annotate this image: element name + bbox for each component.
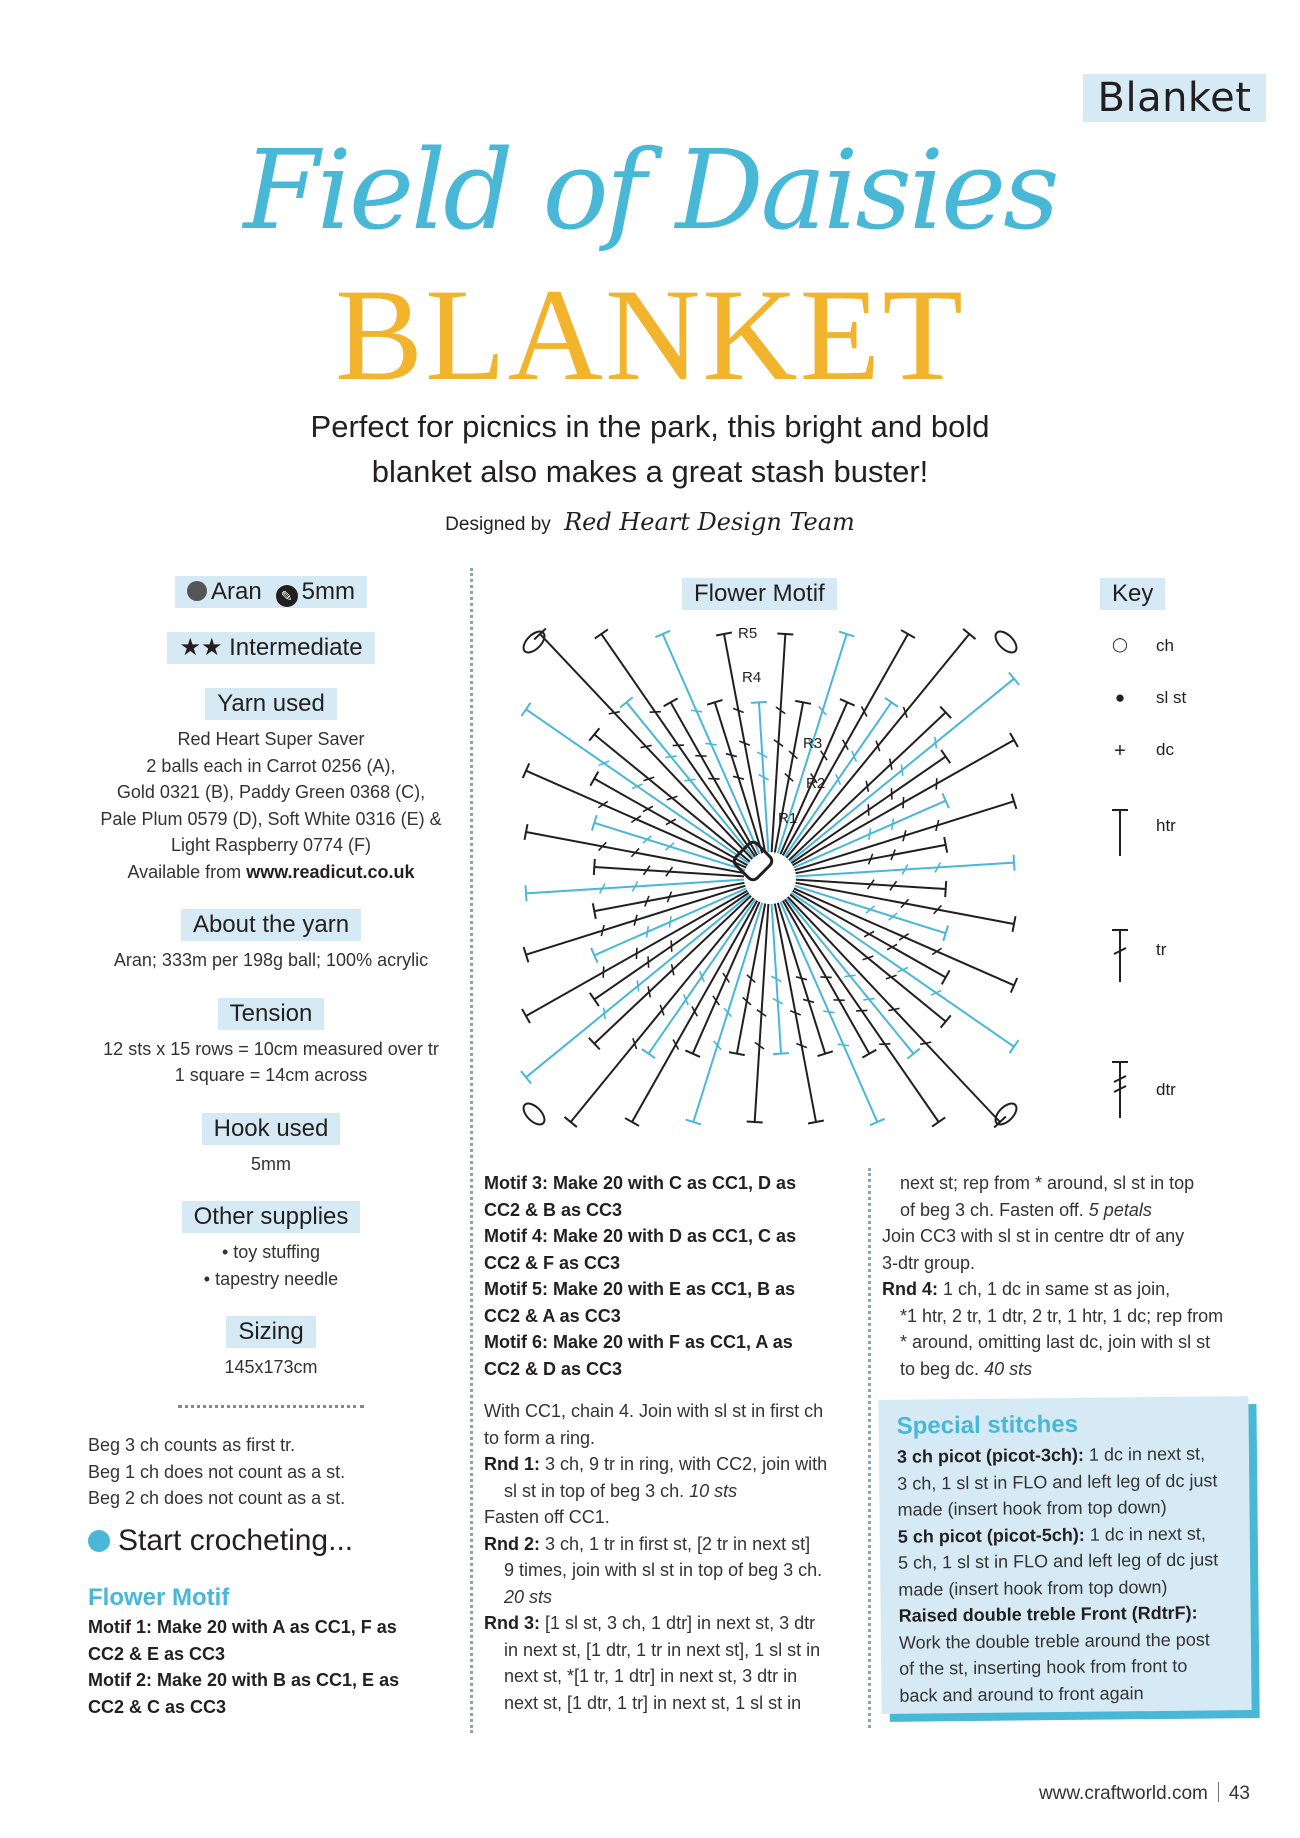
rnd2-label: Rnd 2: (484, 1533, 540, 1554)
rnd4-end (882, 1356, 1260, 1383)
chart-stitch-top (594, 859, 595, 875)
rnd3-end-text: of beg 3 ch. Fasten off. (900, 1199, 1084, 1220)
tension-heading: Tension (218, 998, 325, 1030)
chart-stitch-tick (665, 756, 676, 757)
yarn-line: Pale Plum 0579 (D), Soft White 0316 (E) & (100, 808, 442, 829)
chart-stitch-tick (888, 1008, 899, 1010)
title-script: Field of Daisies (243, 126, 1057, 254)
chart-corner-chain (992, 1100, 1020, 1128)
chart-stitch-tick (856, 1010, 867, 1011)
round-label-r4: R4 (742, 669, 762, 686)
chart-corner-chain (520, 1100, 548, 1128)
chart-stitch-tick (869, 829, 871, 840)
chart-stitch-top (590, 772, 598, 786)
subtitle (270, 404, 1030, 494)
chart-stitch-top (521, 1071, 531, 1083)
page-footer (1039, 1782, 1250, 1805)
rnd2-cont: 9 times, join with sl st in top of beg 3 ch. (504, 1560, 823, 1580)
chart-stitch-tick (671, 940, 672, 951)
left-divider (178, 1405, 364, 1408)
key-row-slst (1108, 688, 1208, 714)
page-number: 43 (1228, 1783, 1250, 1804)
join-line: 3-dtr group. (882, 1252, 976, 1273)
rnd2-count-line (484, 1584, 856, 1611)
rnd3-label: Rnd 3: (484, 1613, 540, 1633)
rnd2 (484, 1531, 856, 1558)
note-line: Beg 2 ch does not count as a st. (88, 1488, 346, 1508)
tension-section (82, 998, 460, 1089)
weight-hook-pill (175, 576, 367, 608)
picot3 (897, 1440, 1231, 1470)
motif-line: Motif 3: Make 20 with C as CC1, D as (484, 1173, 797, 1193)
yarn-used-section (82, 688, 460, 885)
motif-line: Motif 6: Make 20 with F as CC1, A as (484, 1332, 793, 1352)
rnd3-text: [1 sl st, 3 ch, 1 dtr] in next st, 3 dtr (540, 1613, 816, 1633)
start-heading (88, 1524, 353, 1558)
join-line: Join CC3 with sl st in centre dtr of any (882, 1226, 1185, 1246)
tension-line2: 1 square = 14cm across (174, 1065, 368, 1085)
picot3-label: 3 ch picot (picot-3ch): (896, 1444, 1085, 1467)
chart-stitch-top (522, 1009, 530, 1023)
motif-line: Motif 5: Make 20 with E as CC1, B as (484, 1279, 796, 1299)
motif-line: CC2 & A as CC3 (484, 1305, 621, 1326)
yarn-line: 2 balls each in Carrot 0256 (A), (146, 755, 396, 776)
chart-stitch-tick (868, 804, 869, 815)
section-tag: Blanket (1083, 74, 1266, 122)
note-line: Beg 3 ch counts as first tr. (88, 1435, 296, 1455)
key-row-dc (1108, 740, 1208, 774)
chart-stitch-tick (935, 737, 936, 748)
specs-weight-hook (82, 576, 460, 608)
chart-stitch-tick (648, 986, 650, 997)
footer-url[interactable]: www.craftworld.com (1038, 1783, 1208, 1804)
hook-used-section (82, 1113, 460, 1178)
chart-stitch-tick (890, 759, 892, 770)
chart-stitch-top (932, 1117, 945, 1126)
hook-icon: ✎ (276, 585, 298, 607)
chart-stitch-tick (879, 1044, 890, 1045)
column-divider-1 (470, 568, 473, 1733)
chart-stitch-top (642, 1049, 655, 1058)
chart-stitch-top (664, 698, 678, 706)
supply-item: • toy stuffing (221, 1242, 321, 1262)
chain-symbol-icon: ◯ (1112, 636, 1128, 652)
rnd4-text: 1 ch, 1 dc in same st as join, (938, 1279, 1171, 1299)
yarn-line: Gold 0321 (B), Paddy Green 0368 (C), (116, 782, 426, 802)
rnd1 (484, 1451, 856, 1478)
instructions-middle (484, 1170, 856, 1716)
left-column (82, 576, 460, 1408)
rnd3-count: 5 petals (1083, 1199, 1152, 1220)
yarn-used-body (82, 726, 460, 885)
key-label-htr: htr (1156, 816, 1176, 835)
hook-used-text: 5mm (251, 1153, 291, 1174)
chart-stitch-top (885, 698, 898, 707)
other-supplies-section (82, 1201, 460, 1292)
chart-stitch-top (1010, 733, 1018, 747)
motif-line: Motif 4: Make 20 with D as CC1, C as (484, 1226, 797, 1246)
picot5-text: 1 dc in next st, (1084, 1523, 1206, 1545)
picot3-cont: 3 ch, 1 sl st in FLO and left leg of dc just (897, 1469, 1218, 1494)
rnd3 (484, 1610, 856, 1637)
rnd4-cont: *1 htr, 2 tr, 1 dtr, 2 tr, 1 htr, 1 dc; rep from (900, 1305, 1224, 1326)
available-prefix: Available from (127, 861, 242, 882)
chart-stitch-tick (672, 964, 674, 975)
double-crochet-symbol-icon: + (1114, 740, 1126, 762)
chart-stitch-top (590, 993, 599, 1006)
chart-stitch-tick (705, 743, 716, 745)
rnd1-text: 3 ch, 9 tr in ring, with CC2, join with (540, 1454, 828, 1474)
round-label-r2: R2 (806, 775, 826, 792)
sizing-section (82, 1316, 460, 1381)
chart-stitch-tick (673, 745, 684, 746)
chart-stitch-tick (641, 745, 652, 747)
intro-line: With CC1, chain 4. Join with sl st in first ch (484, 1401, 824, 1421)
chart-stitch-top (941, 750, 950, 763)
hook-size-label: 5mm (301, 578, 356, 605)
chart-stitch-tick (604, 1008, 605, 1019)
treble-symbol-icon (1108, 928, 1132, 984)
rnd4 (882, 1276, 1260, 1303)
chart-stitch-tick (891, 788, 892, 799)
chart-stitch-top (1009, 672, 1019, 684)
chart-stitch-top (625, 1118, 639, 1126)
key-row-tr (1108, 928, 1208, 994)
double-treble-symbol-icon (1108, 1060, 1132, 1120)
rnd1-label: Rnd 1: (484, 1454, 540, 1474)
chart-stitch-top (595, 629, 608, 638)
column-divider-2 (868, 1168, 871, 1728)
round-label-r1: R1 (778, 810, 798, 827)
instructions-right (882, 1170, 1260, 1382)
chart-stitch-top (620, 697, 632, 707)
footer-separator (1218, 1782, 1219, 1802)
other-supplies-body (82, 1239, 460, 1292)
rnd4-label: Rnd 4: (882, 1279, 938, 1299)
key-label-ch: ch (1156, 636, 1174, 655)
about-yarn-section (82, 909, 460, 974)
sizing-heading: Sizing (226, 1316, 315, 1348)
chart-stitch-tick (866, 781, 868, 792)
yarn-ball-icon (88, 1530, 110, 1552)
rdtrf-cont: of the st, inserting hook from front to (899, 1655, 1188, 1679)
tension-body (82, 1036, 460, 1089)
chart-stitches (521, 629, 1019, 1128)
other-supplies-heading: Other supplies (182, 1201, 361, 1233)
level-pill: ★★ Intermediate (167, 632, 374, 664)
motif-line: CC2 & D as CC3 (484, 1358, 623, 1379)
chart-stitch-tick (648, 956, 649, 967)
motif-line: Motif 1: Make 20 with A as CC1, F as (88, 1617, 397, 1637)
chart-stitch-top (747, 1121, 763, 1122)
chart-corner-chain (520, 628, 548, 656)
chart-stitch-tick (838, 1044, 849, 1046)
rnd1-cont (484, 1478, 856, 1505)
picot5-cont: 5 ch, 1 sl st in FLO and left leg of dc just (897, 1549, 1219, 1573)
special-stitches-heading: Special stitches (896, 1410, 1079, 1440)
stitch-notes (88, 1432, 458, 1512)
title-main: BLANKET (335, 261, 965, 408)
designer-name: Red Heart Design Team (564, 508, 855, 536)
rdtrf-cont: back and around to front again (899, 1682, 1144, 1706)
motif-list-left (88, 1614, 460, 1720)
key-heading: Key (1100, 578, 1165, 610)
key-row-dtr (1108, 1060, 1208, 1126)
chart-key (1108, 636, 1208, 1099)
chart-stitch-top (963, 629, 975, 639)
specs-level (82, 632, 460, 664)
chart-stitch-top (942, 970, 950, 984)
yarn-available (82, 859, 460, 886)
chart-stitch-top (589, 728, 599, 740)
chart-stitch-tick (647, 926, 649, 937)
yarn-line: Red Heart Super Saver (177, 729, 365, 749)
chart-stitch-tick (691, 710, 702, 712)
chart-stitch-top (1013, 855, 1014, 871)
picot3-text: 1 dc in next st, (1083, 1443, 1206, 1465)
start-heading-text: Start crocheting... (118, 1524, 354, 1557)
round-label-r3: R3 (803, 735, 823, 752)
yarn-ball-icon (187, 581, 207, 601)
htr-symbol-icon (1108, 808, 1132, 858)
picot5-label: 5 ch picot (picot-5ch): (897, 1524, 1085, 1547)
note-line: Beg 1 ch does not count as a st. (88, 1461, 346, 1482)
flower-motif-heading: Flower Motif (88, 1584, 230, 1611)
chart-stitch-tick (823, 1011, 834, 1013)
supply-item: • tapestry needle (203, 1268, 339, 1289)
chart-stitch-tick (609, 712, 620, 714)
rnd3-cont: next st; rep from * around, sl st in top (900, 1173, 1195, 1193)
rnd1-fasten: Fasten off CC1. (484, 1507, 610, 1527)
picot5 (898, 1520, 1232, 1550)
available-link[interactable]: www.readicut.co.uk (246, 861, 415, 882)
chart-stitch-top (862, 1050, 876, 1058)
chart-stitch-tick (844, 975, 855, 976)
motif-line: Motif 2: Make 20 with B as CC1, E as (88, 1670, 400, 1690)
rdtrf-cont: Work the double treble around the post (898, 1628, 1210, 1653)
chart-stitch-tick (901, 764, 902, 775)
chart-stitch-tick (650, 712, 661, 713)
picot5-cont: made (insert hook from top down) (898, 1576, 1168, 1600)
chart-stitch-top (901, 630, 915, 638)
flower-motif-chart (520, 628, 1020, 1128)
designed-by (0, 508, 1300, 536)
motif-line: CC2 & E as CC3 (88, 1643, 226, 1664)
about-yarn-text: Aran; 333m per 198g ball; 100% acrylic (113, 950, 429, 970)
chart-stitch-tick (637, 980, 638, 991)
key-row-ch (1108, 636, 1208, 662)
chart-stitch-top (777, 633, 793, 634)
chart-stitch-top (907, 1049, 919, 1059)
chart-stitch-tick (863, 999, 874, 1000)
key-label-slst: sl st (1156, 688, 1187, 707)
chart-stitch-tick (684, 779, 695, 780)
special-stitches-box (878, 1396, 1251, 1714)
chart-stitch-top (945, 881, 946, 897)
rnd3-cont: in next st, [1 dtr, 1 tr in next st], 1 sl st in (504, 1639, 821, 1660)
sizing-text: 145x173cm (224, 1357, 318, 1377)
about-yarn-heading: About the yarn (181, 909, 361, 941)
chart-stitch-tick (669, 916, 671, 927)
key-label-tr: tr (1156, 940, 1167, 959)
round-label-r5: R5 (738, 628, 758, 642)
chart-stitch-tick (920, 1042, 931, 1044)
rnd4-count: 40 sts (979, 1358, 1033, 1379)
chart-stitch-top (1009, 1040, 1018, 1053)
chart-stitch-top (564, 1117, 576, 1127)
chart-stitch-top (521, 703, 530, 716)
rnd3-cont: next st, [1 dtr, 1 tr] in next st, 1 sl st in (504, 1692, 802, 1713)
rnd1-text2: sl st in top of beg 3 ch. (504, 1480, 685, 1501)
rnd2-count: 20 sts (504, 1586, 553, 1607)
picot3-cont: made (insert hook from top down) (897, 1496, 1167, 1520)
rdtrf-label: Raised double treble Front (RdtrF): (898, 1602, 1198, 1626)
rnd4-end-text: to beg dc. (900, 1358, 980, 1379)
tension-line1: 12 sts x 15 rows = 10cm measured over tr (103, 1038, 439, 1059)
key-label-dc: dc (1156, 740, 1174, 759)
subtitle-line2: blanket also makes a great stash buster! (371, 454, 929, 489)
rnd4-cont: * around, omitting last dc, join with sl st (900, 1332, 1211, 1352)
chart-stitch-top (525, 885, 526, 901)
motif-line: CC2 & F as CC3 (484, 1252, 621, 1273)
chart-stitch-top (773, 1053, 789, 1054)
yarn-line: Light Raspberry 0774 (F) (170, 835, 372, 855)
key-row-htr (1108, 808, 1208, 868)
chart-stitch-tick (892, 819, 894, 830)
rnd3-cont: next st, *[1 tr, 1 dtr] in next st, 3 dtr in (504, 1666, 798, 1686)
hook-used-heading: Hook used (202, 1113, 341, 1145)
slip-stitch-symbol-icon: ● (1114, 688, 1126, 707)
key-label-dtr: dtr (1156, 1080, 1176, 1099)
motif-line: CC2 & C as CC3 (88, 1696, 227, 1717)
intro-line: to form a ring. (484, 1427, 596, 1448)
rnd3-end (882, 1197, 1260, 1224)
rnd2-text: 3 ch, 1 tr in first st, [2 tr in next st] (540, 1533, 811, 1554)
chart-heading: Flower Motif (682, 578, 837, 610)
rnd1-count: 10 sts (684, 1480, 738, 1501)
designed-by-prefix: Designed by (445, 514, 551, 535)
weight-label: Aran (210, 578, 262, 605)
chart-stitch-top (941, 1015, 951, 1027)
subtitle-line1: Perfect for picnics in the park, this bright and bold (310, 409, 990, 444)
chart-stitch-top (751, 702, 767, 703)
motif-line: CC2 & B as CC3 (484, 1199, 623, 1220)
chart-corner-chain (992, 628, 1020, 656)
yarn-used-heading: Yarn used (205, 688, 337, 720)
